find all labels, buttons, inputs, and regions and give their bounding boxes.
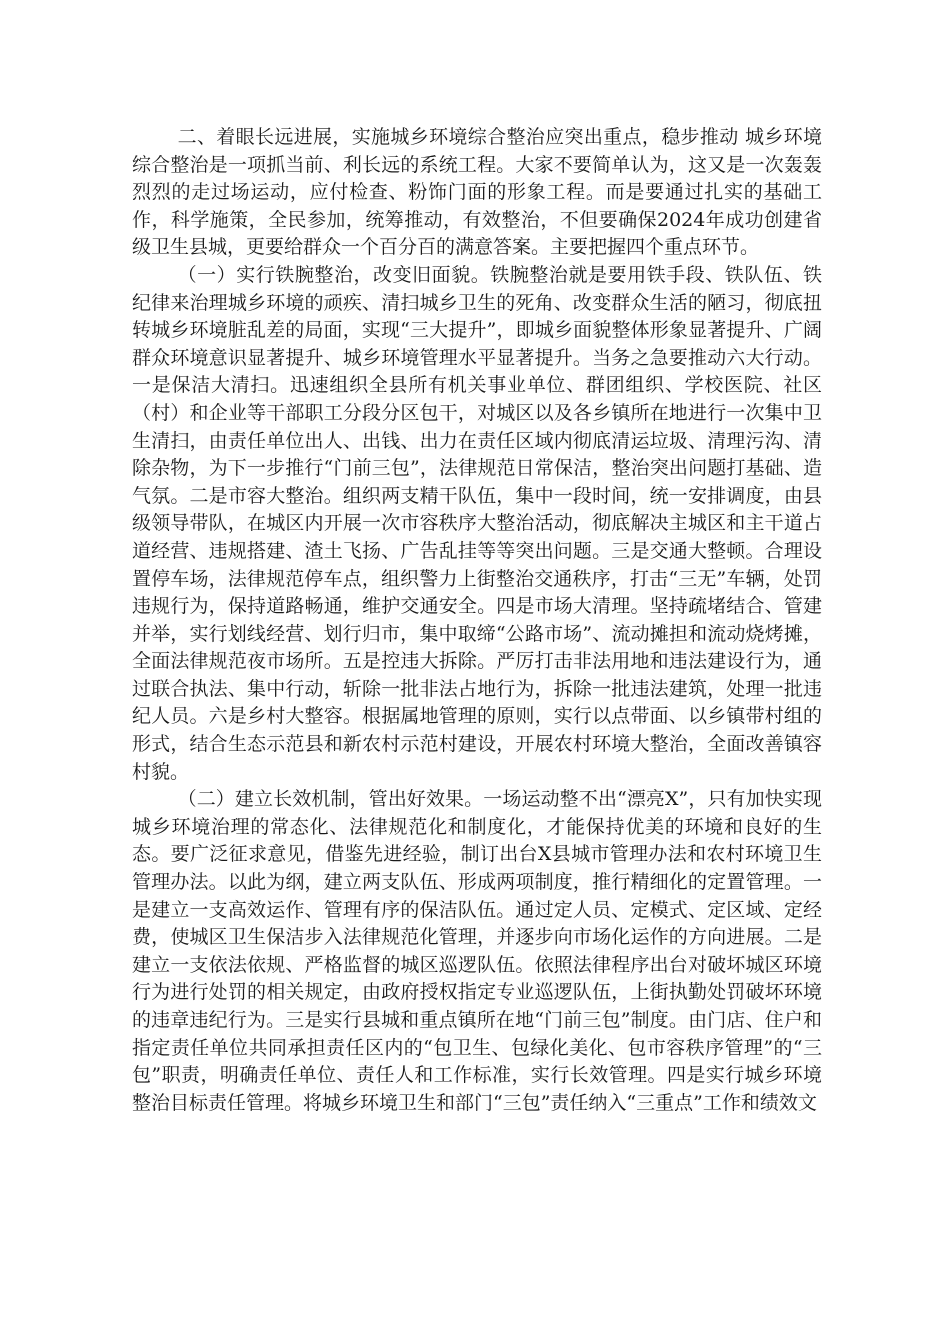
paragraph-iron-fist-rectification: （一）实行铁腕整治，改变旧面貌。铁腕整治就是要用铁手段、铁队伍、铁纪律来治理城乡环境的顽疾、清扫城乡卫生的死角、改变群众生活的陋习，彻底扭转城乡环境脏乱差的局面，实现“三大提升”，即城乡面貌整体形象显著提升、广阔群众环境意识显著提升、城乡环境管理水平显著提升。当务之急要推动六大行动。一是保洁大清扫。迅速组织全县所有机关事业单位、群团组织、学校医院、社区（村）和企业等干部职工分段分区包干，对城区以及各乡镇所在地进行一次集中卫生清扫，由责任单位出人、出钱、出力在责任区域内彻底清运垃圾、清理污沟、清除杂物，为下一步推行“门前三包”，法律规范日常保洁，整治突出问题打基础、造气氛。二是市容大整治。组织两支精干队伍，集中一段时间，统一安排调度，由县级领导带队，在城区内开展一次市容秩序大整治活动，彻底解决主城区和主干道占道经营、违规搭建、渣土飞扬、广告乱挂等等突出问题。三是交通大整顿。合理设置停车场，法律规范停车点，组织警力上街整治交通秩序，打击“三无”车辆，处罚违规行为，保持道路畅通，维护交通安全。四是市场大清理。坚持疏堵结合、管建并举，实行划线经营、划行归市，集中取缔“公路市场”、流动摊担和流动烧烤摊，全面法律规范夜市场所。五是控违大拆除。严厉打击非法用地和违法建设行为，通过联合执法、集中行动，斩除一批非法占地行为，拆除一批违法建筑，处理一批违纪人员。六是乡村大整容。根据属地管理的原则，实行以点带面、以乡镇带村组的形式，结合生态示范县和新农村示范村建设，开展农村环境大整治，全面改善镇容村貌。 [132, 263, 822, 783]
document-body [132, 124, 822, 1117]
paragraph-long-term-mechanism: （二）建立长效机制，管出好效果。一场运动整不出“漂亮X”，只有加快实现城乡环境治理的常态化、法律规范化和制度化，才能保持优美的环境和良好的生态。要广泛征求意见，借鉴先进经验，制订出台X县城市管理办法和农村环境卫生管理办法。以此为纲，建立两支队伍、形成两项制度，推行精细化的定置管理。一是建立一支高效运作、管理有序的保洁队伍。通过定人员、定模式、定区域、定经费，使城区卫生保洁步入法律规范化管理，并逐步向市场化运作的方向进展。二是建立一支依法依规、严格监督的城区巡逻队伍。依照法律程序出台对破坏城区环境行为进行处罚的相关规定，由政府授权指定专业巡逻队伍，上街执勤处罚破坏环境的违章违纪行为。三是实行县城和重点镇所在地“门前三包”制度。由门店、住户和指定责任单位共同承担责任区内的“包卫生、包绿化美化、包市容秩序管理”的“三包”职责，明确责任单位、责任人和工作标准，实行长效管理。四是实行城乡环境整治目标责任管理。将城乡环境卫生和部门“三包”责任纳入“三重点”工作和绩效文 [132, 788, 822, 1114]
paragraph-section-two: 二、着眼长远进展，实施城乡环境综合整治应突出重点，稳步推动 城乡环境综合整治是一项抓当前、利长远的系统工程。大家不要简单认为，这又是一次轰轰烈烈的走过场运动，应付检查、粉饰门面的形象工程。而是要通过扎实的基础工作，科学施策，全民参加，统筹推动，有效整治，不但要确保2024年成功创建省级卫生县城，更要给群众一个百分百的满意答案。主要把握四个重点环节。 [132, 126, 822, 259]
